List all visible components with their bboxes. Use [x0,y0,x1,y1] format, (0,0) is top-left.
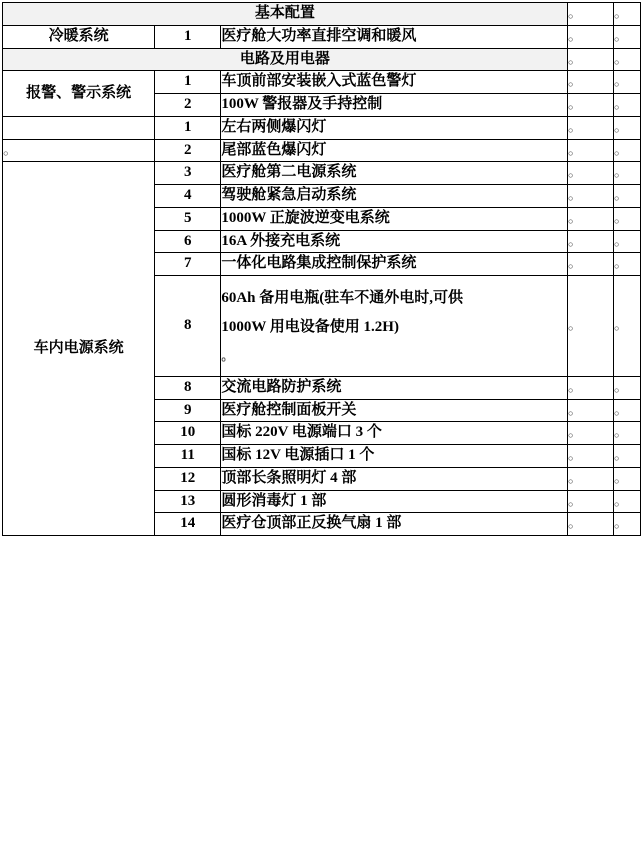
section-mark-cell: 。 [567,48,613,71]
row-mark-2: 。 [613,422,640,445]
row-mark: 。 [567,513,613,536]
row-mark-2: 。 [613,467,640,490]
row-description-line-2: 1000W 用电设备使用 1.2H) [221,319,399,336]
row-number: 14 [155,513,221,536]
row-mark-2: 。 [613,71,640,94]
row-number: 8 [155,376,221,399]
row-number: 10 [155,422,221,445]
row-description: 圆形消毒灯 1 部 [221,490,568,513]
row-mark: 。 [567,276,613,377]
row-mark-2: 。 [613,116,640,139]
row-number: 1 [155,71,221,94]
row-description: 驾驶舱紧急启动系统 [221,185,568,208]
row-description: 1000W 正旋波逆变电系统 [221,207,568,230]
table-row [3,162,641,185]
row-number: 1 [155,116,221,139]
specification-table [2,2,641,536]
row-mark: 。 [567,490,613,513]
row-description: 国标 12V 电源插口 1 个 [221,445,568,468]
row-description: 医疗舱第二电源系统 [221,162,568,185]
row-mark-2: 。 [613,139,640,162]
row-mark: 。 [567,25,613,48]
row-mark: 。 [567,467,613,490]
section-mark-cell-2: 。 [613,48,640,71]
row-mark: 。 [567,207,613,230]
row-mark: 。 [567,230,613,253]
row-number: 11 [155,445,221,468]
row-number: 3 [155,162,221,185]
section-title-basic-configuration: 基本配置 [3,3,568,26]
row-description-mark: 。 [221,348,234,363]
row-number: 2 [155,94,221,117]
row-mark: 。 [567,94,613,117]
row-mark-2: 。 [613,230,640,253]
row-mark-2: 。 [613,399,640,422]
row-number: 2 [155,139,221,162]
row-mark-2: 。 [613,276,640,377]
row-number: 4 [155,185,221,208]
table-row [3,25,641,48]
row-mark-2: 。 [613,253,640,276]
row-mark: 。 [567,116,613,139]
group-name-hvac: 冷暖系统 [3,25,155,48]
row-mark: 。 [567,399,613,422]
section-title-electrical: 电路及用电器 [3,48,568,71]
group-name-continued [3,116,155,139]
row-description: 医疗仓顶部正反换气扇 1 部 [221,513,568,536]
document-page [0,2,643,859]
row-mark-2: 。 [613,376,640,399]
row-mark-2: 。 [613,25,640,48]
row-description-line-1: 60Ah 备用电瓶(驻车不通外电时,可供 [221,290,463,306]
table-row [3,116,641,139]
row-description: 16A 外接充电系统 [221,230,568,253]
row-description-battery [221,276,568,377]
row-mark-2: 。 [613,207,640,230]
row-description: 医疗舱控制面板开关 [221,399,568,422]
row-description: 交流电路防护系统 [221,376,568,399]
row-number: 7 [155,253,221,276]
row-mark-2: 。 [613,94,640,117]
row-mark: 。 [567,71,613,94]
row-mark-2: 。 [613,162,640,185]
row-number: 1 [155,25,221,48]
table-section-header-row [3,48,641,71]
row-mark-2: 。 [613,490,640,513]
row-mark: 。 [567,445,613,468]
row-number: 6 [155,230,221,253]
group-name-alarm-system: 报警、警示系统 [3,71,155,117]
group-name-blank: 。 [3,139,155,162]
row-number: 5 [155,207,221,230]
row-number: 13 [155,490,221,513]
table-row [3,139,641,162]
table-section-header-row [3,3,641,26]
row-mark: 。 [567,139,613,162]
row-description: 车顶前部安装嵌入式蓝色警灯 [221,71,568,94]
section-mark-cell: 。 [567,3,613,26]
row-description: 左右两侧爆闪灯 [221,116,568,139]
row-mark-2: 。 [613,185,640,208]
row-number: 8 [155,276,221,377]
row-description: 国标 220V 电源端口 3 个 [221,422,568,445]
row-mark: 。 [567,253,613,276]
row-description: 100W 警报器及手持控制 [221,94,568,117]
row-mark-2: 。 [613,513,640,536]
row-number: 9 [155,399,221,422]
row-mark: 。 [567,162,613,185]
row-mark-2: 。 [613,445,640,468]
section-mark-cell-2: 。 [613,3,640,26]
row-description: 一体化电路集成控制保护系统 [221,253,568,276]
table-row [3,71,641,94]
row-description: 医疗舱大功率直排空调和暖风 [221,25,568,48]
row-description: 尾部蓝色爆闪灯 [221,139,568,162]
row-mark: 。 [567,376,613,399]
row-mark: 。 [567,422,613,445]
group-name-onboard-power-system: 车内电源系统 [3,162,155,536]
row-description: 顶部长条照明灯 4 部 [221,467,568,490]
row-number: 12 [155,467,221,490]
row-mark: 。 [567,185,613,208]
